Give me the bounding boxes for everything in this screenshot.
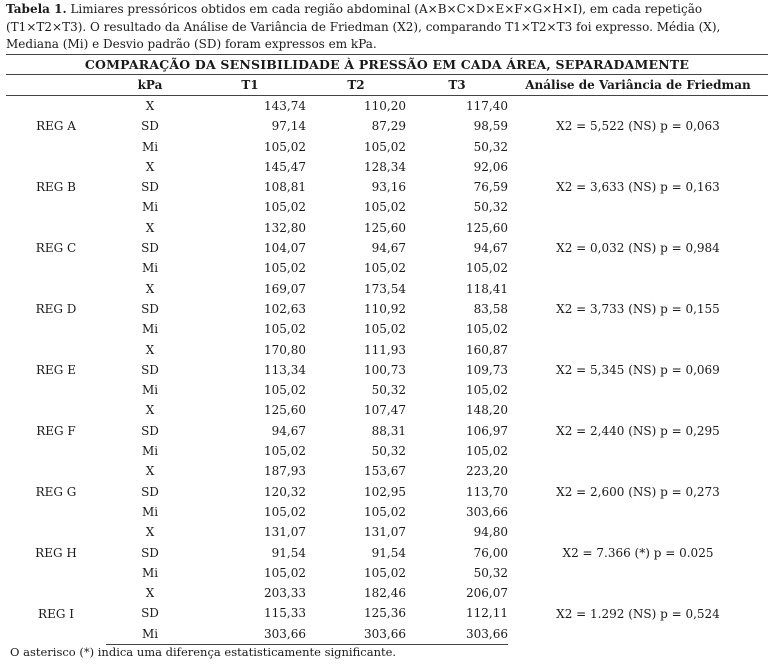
value-t3: 50,32 [473, 139, 508, 154]
value-t3: 50,32 [473, 200, 508, 215]
value-t3: 98,59 [473, 119, 508, 134]
region-label: REG C [35, 241, 77, 256]
stat-label: SD [141, 606, 159, 621]
value-t2: 94,67 [371, 241, 406, 256]
value-t3: 94,80 [473, 525, 508, 540]
table-row [6, 400, 768, 420]
value-t1: 105,02 [264, 261, 306, 276]
header-t1: T1 [194, 75, 306, 96]
value-t1: 105,02 [264, 565, 306, 580]
stat-label: X [145, 99, 155, 113]
pressure-sensitivity-table [6, 54, 768, 645]
stat-label: SD [141, 362, 159, 377]
region-label: REG I [38, 606, 74, 621]
value-t2: 105,02 [364, 200, 406, 215]
stat-label: Mi [141, 444, 159, 459]
value-t1: 108,81 [264, 180, 306, 195]
stat-label: Mi [141, 139, 159, 154]
value-t2: 50,32 [371, 444, 406, 459]
stat-label: SD [141, 423, 159, 438]
value-t3: 83,58 [473, 301, 508, 316]
value-t2: 182,46 [364, 586, 406, 601]
value-t2: 110,92 [364, 301, 406, 316]
value-t1: 94,67 [271, 423, 306, 438]
value-t2: 153,67 [364, 464, 406, 479]
friedman-result: X2 = 2,440 (NS) p = 0,295 [556, 423, 720, 438]
value-t2: 105,02 [364, 322, 406, 337]
stat-label: SD [141, 484, 159, 499]
value-t3: 50,32 [473, 565, 508, 580]
value-t2: 105,02 [364, 139, 406, 154]
value-t1: 105,02 [264, 322, 306, 337]
table-caption [6, 1, 772, 54]
value-t2: 105,02 [364, 261, 406, 276]
value-t2: 125,36 [364, 606, 406, 621]
header-t2: T2 [306, 75, 406, 96]
value-t1: 131,07 [264, 525, 306, 540]
value-t1: 169,07 [264, 281, 306, 296]
value-t1: 145,47 [264, 159, 306, 174]
caption-text: Limiares pressóricos obtidos em cada região abdominal (A×B×C×D×E×F×G×H×I), em cada repetição (T1×T2×T3). O resultado da Análise de Variância de Friedman (X2), comparando T1×T2×T3 foi expresso. Média (X), Mediana (Mi) e Desvio padrão (SD) foram expressos em kPa. [6, 2, 721, 51]
value-t3: 92,06 [473, 159, 508, 174]
stat-label: X [145, 586, 155, 601]
value-t1: 105,02 [264, 200, 306, 215]
friedman-result: X2 = 2,600 (NS) p = 0,273 [556, 484, 720, 499]
table-body [6, 96, 768, 645]
value-t3: 76,00 [473, 545, 508, 560]
stat-label: X [145, 525, 155, 540]
stat-label: X [145, 159, 155, 174]
value-t3: 105,02 [466, 383, 508, 398]
table-title-row [6, 55, 768, 75]
stat-label: Mi [106, 624, 194, 645]
value-t2: 102,95 [364, 484, 406, 499]
stat-label: X [145, 220, 155, 235]
value-t1: 143,74 [264, 99, 306, 113]
value-t3: 125,60 [466, 220, 508, 235]
value-t3: 106,97 [466, 423, 508, 438]
table-row [6, 522, 768, 542]
value-t1: 132,80 [264, 220, 306, 235]
value-t3: 109,73 [466, 362, 508, 377]
value-t1: 91,54 [271, 545, 306, 560]
value-t2: 107,47 [364, 403, 406, 418]
friedman-result: X2 = 7.366 (*) p = 0.025 [562, 545, 714, 560]
value-t1: 97,14 [271, 119, 306, 134]
value-t1: 115,33 [264, 606, 306, 621]
stat-label: SD [141, 119, 159, 134]
value-t2: 110,20 [364, 99, 406, 113]
value-t3: 105,02 [466, 322, 508, 337]
value-t3: 160,87 [466, 342, 508, 357]
value-t1: 125,60 [264, 403, 306, 418]
value-t1: 187,93 [264, 464, 306, 479]
value-t1: 203,33 [264, 586, 306, 601]
value-t1: 104,07 [264, 241, 306, 256]
region-label: REG F [36, 423, 76, 438]
friedman-result: X2 = 3,633 (NS) p = 0,163 [556, 180, 720, 195]
value-t3: 94,67 [473, 241, 508, 256]
table-row [6, 218, 768, 238]
value-t2: 131,07 [364, 525, 406, 540]
value-t2: 125,60 [364, 220, 406, 235]
value-t3: 105,02 [466, 261, 508, 276]
friedman-result: X2 = 5,345 (NS) p = 0,069 [556, 362, 720, 377]
value-t2: 303,66 [306, 624, 406, 645]
value-t1: 170,80 [264, 342, 306, 357]
stat-label: Mi [141, 200, 159, 215]
stat-label: X [145, 342, 155, 357]
friedman-result: X2 = 0,032 (NS) p = 0,984 [556, 241, 720, 256]
value-t3: 118,41 [466, 281, 508, 296]
value-t1: 105,02 [264, 444, 306, 459]
friedman-result: X2 = 5,522 (NS) p = 0,063 [556, 119, 720, 134]
header-region [6, 75, 106, 96]
stat-label: SD [141, 180, 159, 195]
value-t3: 105,02 [466, 444, 508, 459]
stat-label: X [145, 464, 155, 479]
friedman-result: X2 = 3,733 (NS) p = 0,155 [556, 301, 720, 316]
table-row [6, 340, 768, 360]
value-t2: 87,29 [371, 119, 406, 134]
table-row [6, 583, 768, 603]
region-label: REG H [35, 545, 77, 560]
value-t2: 100,73 [364, 362, 406, 377]
value-t2: 111,93 [364, 342, 406, 357]
value-t1: 113,34 [264, 362, 306, 377]
stat-label: SD [141, 545, 159, 560]
value-t1: 105,02 [264, 383, 306, 398]
value-t3: 206,07 [466, 586, 508, 601]
value-t3: 112,11 [466, 606, 508, 621]
table-title: COMPARAÇÃO DA SENSIBILIDADE À PRESSÃO EM CADA ÁREA, SEPARADAMENTE [6, 55, 768, 75]
stat-label: X [145, 281, 155, 296]
value-t3: 117,40 [466, 99, 508, 113]
header-t3: T3 [406, 75, 508, 96]
value-t2: 128,34 [364, 159, 406, 174]
value-t2: 105,02 [364, 565, 406, 580]
value-t2: 105,02 [364, 504, 406, 519]
region-label: REG G [35, 484, 77, 499]
value-t3: 148,20 [466, 403, 508, 418]
region-label: REG E [36, 362, 76, 377]
stat-label: Mi [141, 504, 159, 519]
value-t2: 50,32 [371, 383, 406, 398]
table-row [6, 279, 768, 299]
region-label: REG D [35, 301, 77, 316]
table-row [6, 461, 768, 481]
footnote: O asterisco (*) indica uma diferença estatisticamente significante. [10, 645, 397, 659]
value-t3: 303,66 [406, 624, 508, 645]
friedman-result: X2 = 1.292 (NS) p = 0,524 [556, 606, 720, 621]
table-row [6, 157, 768, 177]
value-t2: 91,54 [371, 545, 406, 560]
stat-label: Mi [141, 322, 159, 337]
stat-label: SD [141, 301, 159, 316]
stat-label: Mi [141, 565, 159, 580]
value-t3: 76,59 [473, 180, 508, 195]
table-row [6, 96, 768, 117]
value-t3: 303,66 [466, 504, 508, 519]
value-t1: 120,32 [264, 484, 306, 499]
value-t2: 88,31 [371, 423, 406, 438]
stat-label: SD [141, 241, 159, 256]
header-friedman: Análise de Variância de Friedman [508, 75, 768, 96]
value-t3: 113,70 [466, 484, 508, 499]
stat-label: Mi [141, 383, 159, 398]
region-label: REG B [35, 180, 76, 195]
stat-label: X [145, 403, 155, 418]
region-label: REG A [36, 119, 76, 134]
caption-label: Tabela 1. [6, 2, 67, 16]
value-t2: 93,16 [371, 180, 406, 195]
header-kpa: kPa [106, 75, 194, 96]
value-t3: 223,20 [466, 464, 508, 479]
value-t1: 102,63 [264, 301, 306, 316]
stat-label: Mi [141, 261, 159, 276]
value-t1: 105,02 [264, 504, 306, 519]
column-header-row [6, 75, 768, 96]
value-t2: 173,54 [364, 281, 406, 296]
value-t1: 105,02 [264, 139, 306, 154]
value-t1: 303,66 [194, 624, 306, 645]
